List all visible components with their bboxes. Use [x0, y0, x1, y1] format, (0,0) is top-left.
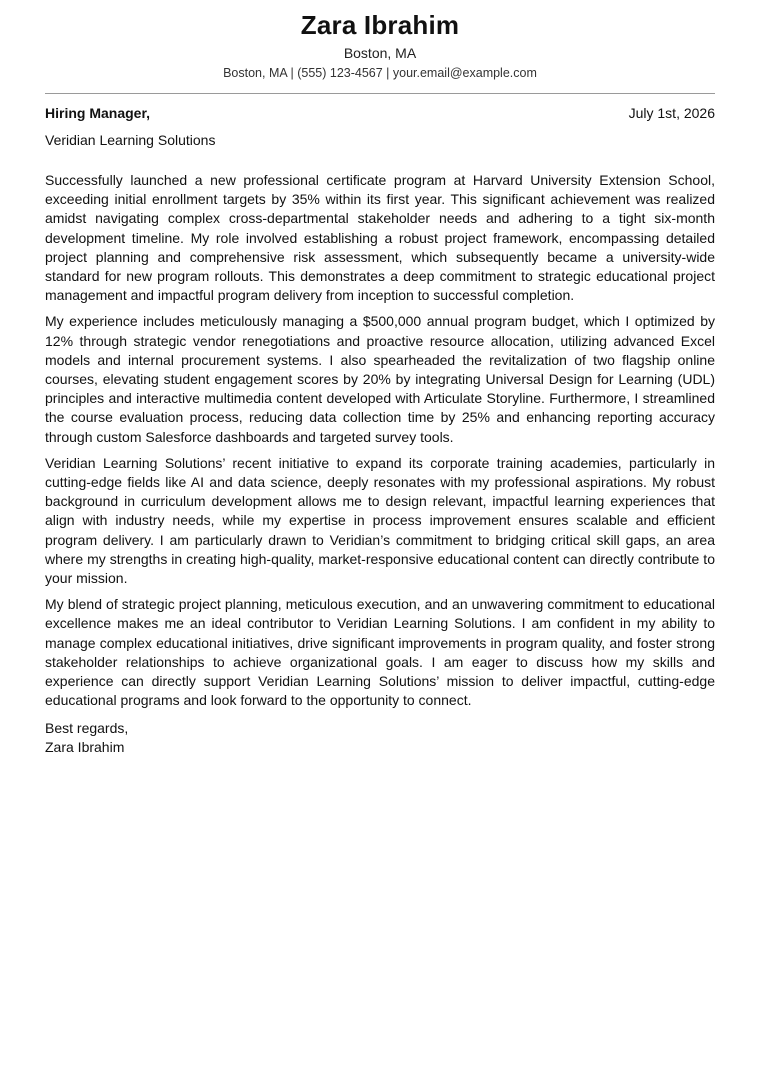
body-paragraph-4: My blend of strategic project planning, meticulous execution, and an unwavering commitment to educational excellence makes me an ideal contributor to Veridian Learning Solutions. I am confident in my ability to manage complex educational initiatives, drive significant improvements in program quality, and foster strong stakeholder relationships to achieve organizational goals. I am eager to discuss how my skills and experience can directly support Veridian Learning Solutions’ mission to deliver impactful, cutting-edge educational programs and look forward to the opportunity to connect. [45, 596, 715, 709]
letter-body [45, 171, 715, 710]
applicant-contact-line: Boston, MA | (555) 123-4567 | your.email@example.com [223, 66, 537, 80]
body-paragraph-2: My experience includes meticulously managing a $500,000 annual program budget, which I optimized by 12% through strategic vendor renegotiations and proactive resource allocation, utilizing advanced Excel models and internal procurement systems. I also spearheaded the revitalization of two flagship online courses, elevating student engagement scores by 20% by integrating Universal Design for Learning (UDL) principles and interactive multimedia content developed with Articulate Storyline. Furthermore, I streamlined the course evaluation process, reducing data collection time by 25% and enhancing reporting accuracy through custom Salesforce dashboards and targeted survey tools. [45, 313, 715, 445]
header-divider [45, 93, 715, 94]
body-paragraph-3: Veridian Learning Solutions’ recent initiative to expand its corporate training academies, particularly in cutting-edge fields like AI and data science, deeply resonates with my professional aspirations. My robust background in curriculum development allows me to design relevant, impactful learning experiences that align with industry needs, while my expertise in process improvement ensures scalable and efficient program delivery. I am particularly drawn to Veridian’s commitment to bridging critical skill gaps, an area where my strengths in creating high-quality, market-responsive educational content can directly contribute to your mission. [45, 454, 715, 587]
recipient-salutation: Hiring Manager, [45, 105, 151, 121]
letter-date: July 1st, 2026 [628, 105, 715, 121]
applicant-name: Zara Ibrahim [300, 10, 460, 40]
body-paragraph-1: Successfully launched a new professional certificate program at Harvard University Extension School, exceeding initial enrollment targets by 35% within its first year. This significant achievement was realized amidst navigating complex cross-departmental stakeholder needs and adhering to a tight six-month development timeline. My role involved establishing a robust project framework, encompassing detailed project planning and comprehensive risk assessment, which subsequently became a university-wide standard for new program rollouts. This demonstrates a deep commitment to strategic educational project management and impactful program delivery from inception to successful completion. [45, 172, 715, 304]
letter-closing [45, 719, 715, 757]
applicant-location: Boston, MA [343, 45, 417, 61]
closing-phrase: Best regards, [45, 720, 129, 737]
recipient-date-row [45, 104, 715, 122]
recipient-company: Veridian Learning Solutions [45, 132, 216, 148]
letter-header [45, 0, 715, 82]
signature-name: Zara Ibrahim [45, 739, 125, 756]
